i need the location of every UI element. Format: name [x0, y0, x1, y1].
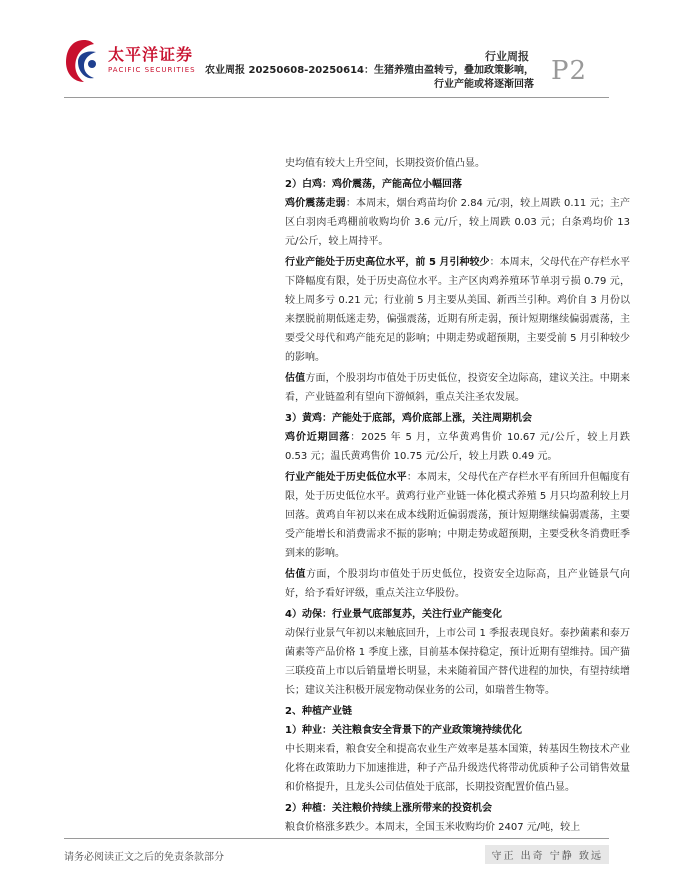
- section-heading-animal-health: 4）动保：行业景气底部复苏，关注行业产能变化: [285, 609, 502, 620]
- company-motto: 守正 出奇 宁静 致远: [485, 845, 609, 864]
- paragraph: 粮食价格涨多跌少。本周末，全国玉米收购均价 2407 元/吨，较上: [285, 822, 581, 833]
- paragraph-text: ：本周末，父母代在产存栏水平有所回升但幅度有限，处于历史低位水平。黄鸡行业产业链一体化模式养殖 5 月只均盈利较上月回落。黄鸡自年初以来在成本线附近偏弱震荡，预计短期继续偏弱震荡，主要受产能增长和消费需求不振的影响；中期走势或超预期，主要受秋冬消费旺季到来的影响。: [285, 472, 631, 559]
- paragraph-lead: 估值: [285, 373, 306, 384]
- header-divider: [64, 97, 609, 98]
- paragraph-lead: 鸡价震荡走弱: [285, 198, 346, 209]
- logo-chinese-name: 太平洋证券: [108, 45, 194, 64]
- section-heading-planting: 2、种植产业链: [285, 706, 352, 717]
- company-logo: [64, 38, 214, 88]
- section-heading-seed: 1）种业：关注粮食安全背景下的产业政策境持续优化: [285, 725, 522, 736]
- pacific-logo-icon: [64, 38, 104, 84]
- paragraph-lead: 鸡价近期回落: [285, 432, 351, 443]
- paragraph: [285, 253, 630, 367]
- section-heading-white-chicken: 2）白鸡：鸡价震荡，产能高位小幅回落: [285, 179, 462, 190]
- paragraph-text: ：本周末，父母代在产存栏水平下降幅度有限，处于历史高位水平。主产区肉鸡养殖环节单羽亏损 0.79 元，较上周多亏 0.21 元；行业前 5 月主要从美国、新西兰引种。鸡价自 3 月份以来摆脱前期低迷走势，偏强震荡，近期有所走弱，预计短期继续偏弱震荡，主要受父母代和鸡产能充足的影响；中期走势或超预期，主要受前 5 月引种较少的影响。: [285, 257, 631, 363]
- disclaimer-text: 请务必阅读正文之后的免责条款部分: [64, 852, 224, 863]
- footer-divider: [64, 838, 609, 839]
- intro-line: 史均值有较大上升空间，长期投资价值凸显。: [285, 158, 485, 169]
- section-heading-planting-sub: 2）种植：关注粮价持续上涨所带来的投资机会: [285, 803, 492, 814]
- paragraph: 中长期来看，粮食安全和提高农业生产效率是基本国策，转基因生物技术产业化将在政策助力下加速推进，种子产品升级迭代将带动优质种子公司销售效量和价格提升，且龙头公司估值处于底部，长期投资配置价值凸显。: [285, 744, 630, 793]
- paragraph: [285, 468, 630, 563]
- paragraph: 动保行业景气年初以来触底回升，上市公司 1 季报表现良好。泰抄菌素和泰万菌素等产品价格 1 季度上涨，目前基本保持稳定，预计近期有望维持。国产猫三联疫苗上市以后销量增长明显，未来随着国产替代进程的加快，有望持续增长；建议关注积极开展宠物动保业务的公司，如瑞普生物等。: [285, 628, 630, 696]
- paragraph-lead: 估值: [285, 569, 306, 580]
- page-header: [0, 0, 681, 100]
- paragraph-text: ：2025 年 5 月，立华黄鸡售价 10.67 元/公斤，较上月跌 0.53 元；温氏黄鸡售价 10.75 元/公斤，较上月跌 0.49 元。: [285, 432, 630, 462]
- report-body: [285, 154, 630, 837]
- page-marker: P2: [551, 56, 588, 86]
- paragraph-text: ：本周末，烟台鸡苗均价 2.84 元/羽，较上周跌 0.11 元；主产区白羽肉毛鸡棚前收购均价 3.6 元/斤，较上周跌 0.03 元；白条鸡均价 13 元/公斤，较上周持平。: [285, 198, 630, 247]
- paragraph: [285, 369, 630, 407]
- logo-english-name: PACIFIC SECURITIES: [108, 66, 196, 74]
- paragraph-text: 方面，个股羽均市值处于历史低位，投资安全边际高，且产业链景气向好，给予看好评级，重点关注立华股份。: [285, 569, 630, 599]
- paragraph: [285, 565, 630, 603]
- paragraph-lead: 行业产能处于历史高位水平，前 5 月引种较少: [285, 257, 490, 268]
- report-type: 行业周报: [485, 50, 529, 63]
- paragraph: [285, 194, 630, 251]
- section-heading-yellow-chicken: 3）黄鸡：产能处于底部，鸡价底部上涨，关注周期机会: [285, 413, 532, 424]
- paragraph-lead: 行业产能处于历史低位水平: [285, 472, 407, 483]
- paragraph: [285, 428, 630, 466]
- report-title: 农业周报 20250608-20250614：生猪养殖由盈转亏，叠加政策影响，行业产能或将逐渐回落: [205, 65, 534, 90]
- paragraph-text: 方面，个股羽均市值处于历史低位，投资安全边际高，建议关注。中期来看，产业链盈利有望向下游倾斜，重点关注圣农发展。: [285, 373, 631, 403]
